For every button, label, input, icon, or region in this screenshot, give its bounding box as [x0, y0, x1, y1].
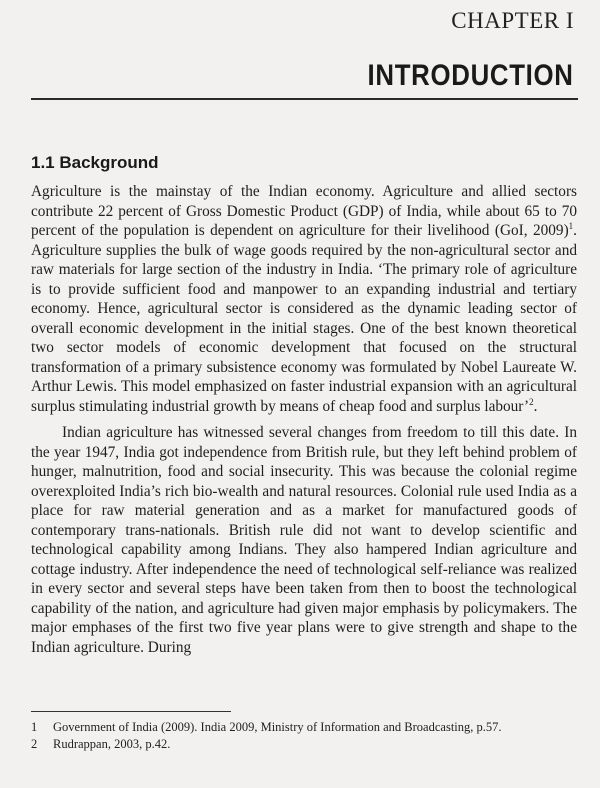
paragraph-1-text-b: . Agriculture supplies the bulk of wage goods required by the non-agricultural sector and raw materials for large section of the industry in India. ‘The primary role of agriculture is to provide sufficient food and manpower to an expanding industrial and tertiary economy. Hence, agricultural sector is considered as the dynamic leading sector of overall economic development in the initial stages. One of the best known theoretical two sector models of economic development that focused on the structural transformation of a primary subsistence economy was formulated by Nobel Laureate W. Arthur Lewis. This model emphasized on faster industrial expansion with an agricultural surplus stimulating industrial growth by means of cheap food and surplus labour’: [31, 222, 577, 415]
paragraph-1: [31, 182, 577, 416]
footnote-ref-2: 2: [529, 396, 534, 407]
body-text: [31, 182, 577, 657]
footnote-ref-1: 1: [568, 220, 574, 231]
footnote-number: 2: [31, 737, 38, 751]
section-heading: 1.1 Background: [31, 153, 159, 172]
chapter-title: INTRODUCTION: [367, 59, 574, 92]
footnote-text: Government of India (2009). India 2009, Ministry of Information and Broadcasting, p.57.: [53, 720, 502, 734]
footnote-number: 1: [31, 720, 38, 734]
footnote: [31, 736, 577, 753]
footnote-divider: [31, 711, 231, 712]
title-divider: [31, 98, 578, 100]
paragraph-1-text-a: Agriculture is the mainstay of the Indian economy. Agriculture and allied sectors contribute 22 percent of Gross Domestic Product (GDP) of India, while about 65 to 70 percent of the population is dependent on agriculture for their livelihood (GoI, 2009): [31, 183, 577, 239]
chapter-label: CHAPTER I: [451, 8, 574, 33]
footnote: [31, 719, 577, 736]
paragraph-2: Indian agriculture has witnessed several changes from freedom to till this date. In the year 1947, India got independence from British rule, but they left behind problem of hunger, malnutrition, food and social insecurity. This was because the colonial regime overexploited India’s rich bio-wealth and natural resources. Colonial rule used India as a place for raw material generation and as a market for manufactured goods of contemporary trans-nationals. British rule did not want to develop scientific and technological capability among Indians. They also hampered Indian agriculture and cottage industry. After independence the need of technological self-reliance was realized in every sector and several steps have been taken from then to boost the technological capability of the nation, and agriculture had given major emphasis by policymakers. The major emphases of the first two five year plans were to give strength and shape to the Indian agriculture. During: [31, 424, 577, 656]
footnote-text: Rudrappan, 2003, p.42.: [53, 737, 171, 751]
footnotes: [31, 719, 577, 753]
paragraph-1-text-c: .: [533, 397, 538, 415]
